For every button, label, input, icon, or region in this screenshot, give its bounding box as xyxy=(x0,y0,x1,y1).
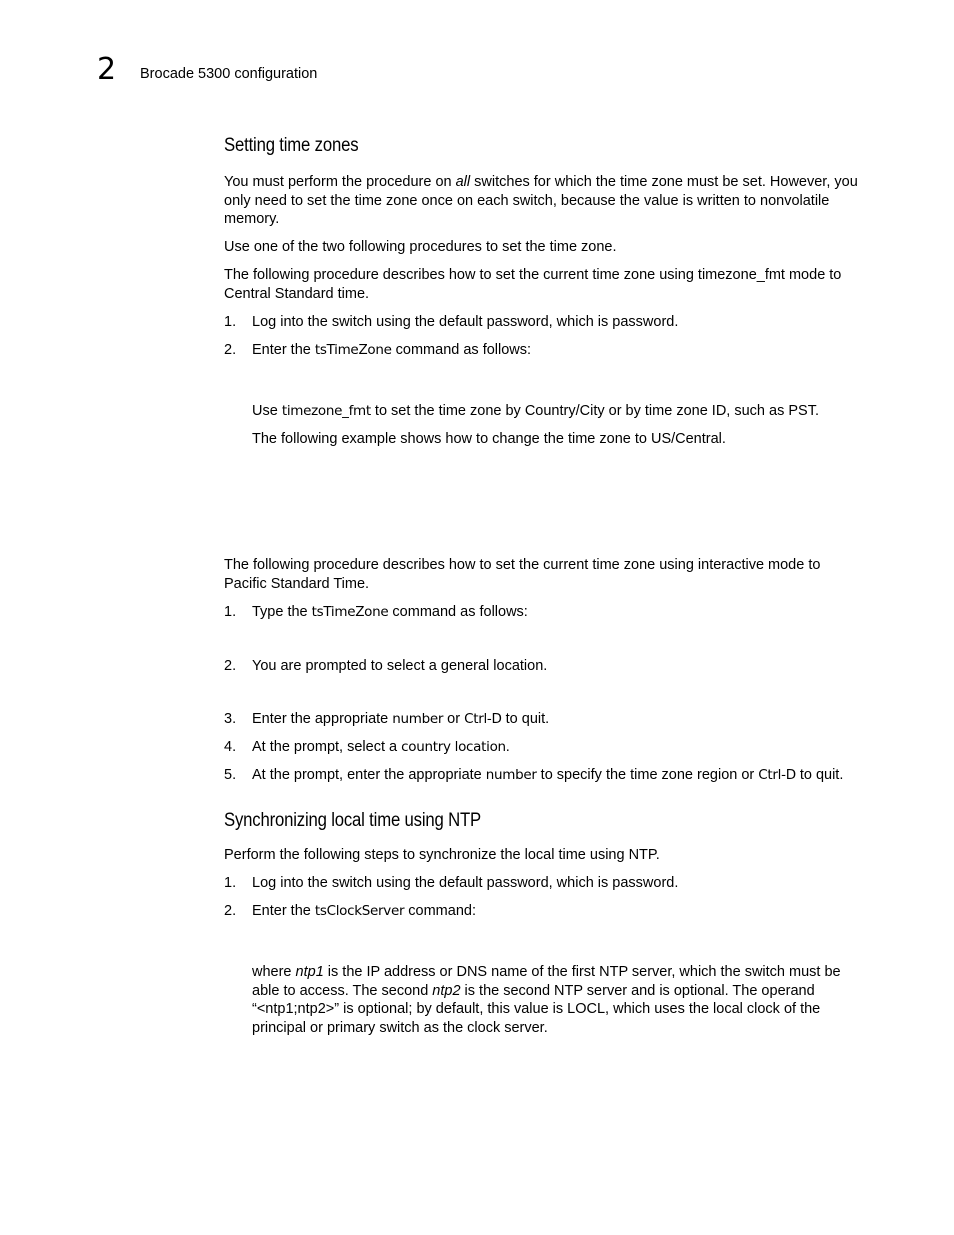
section-heading-setting-time-zones: Setting time zones xyxy=(224,135,359,156)
running-header-title: Brocade 5300 configuration xyxy=(140,66,318,82)
ntp-where-paragraph: where ntp1 is the IP address or DNS name of the first NTP server, which the switch must be able to access. The second ntp2 is the second NTP server and is optional. The operand “<ntp1;ntp2>” is optional; by default, this value is LOCL, which uses the local clock of the principal or primary switch as the clock server. xyxy=(252,964,841,1037)
intro-paragraph: You must perform the procedure on all switches for which the time zone must be set. However, you only need to set the time zone once on each switch, because the value is written to nonvolatile memory. xyxy=(224,174,858,228)
chapter-number: 2 xyxy=(97,52,117,87)
example-note: The following example shows how to change the time zone to US/Central. xyxy=(252,431,726,447)
procedure1-intro: The following procedure describes how to set the current time zone using timezone_fmt mode to Central Standard time. xyxy=(224,267,842,302)
command-tsclockserver: tsClockServer xyxy=(314,903,405,919)
command-tstimezone: tsTimeZone xyxy=(314,342,392,358)
ntp-intro: Perform the following steps to synchronize the local time using NTP. xyxy=(224,847,660,863)
section-heading-synchronizing-ntp: Synchronizing local time using NTP xyxy=(224,810,482,831)
use-one-paragraph: Use one of the two following procedures to set the time zone. xyxy=(224,239,617,255)
command-tstimezone: tsTimeZone xyxy=(311,604,389,620)
procedure2-intro: The following procedure describes how to set the current time zone using interactive mode to Pacific Standard Time. xyxy=(224,557,821,592)
command-timezone-fmt: timezone_fmt xyxy=(281,403,371,419)
timezone-fmt-note: Use timezone_fmt to set the time zone by Country/City or by time zone ID, such as PST. xyxy=(252,403,819,419)
